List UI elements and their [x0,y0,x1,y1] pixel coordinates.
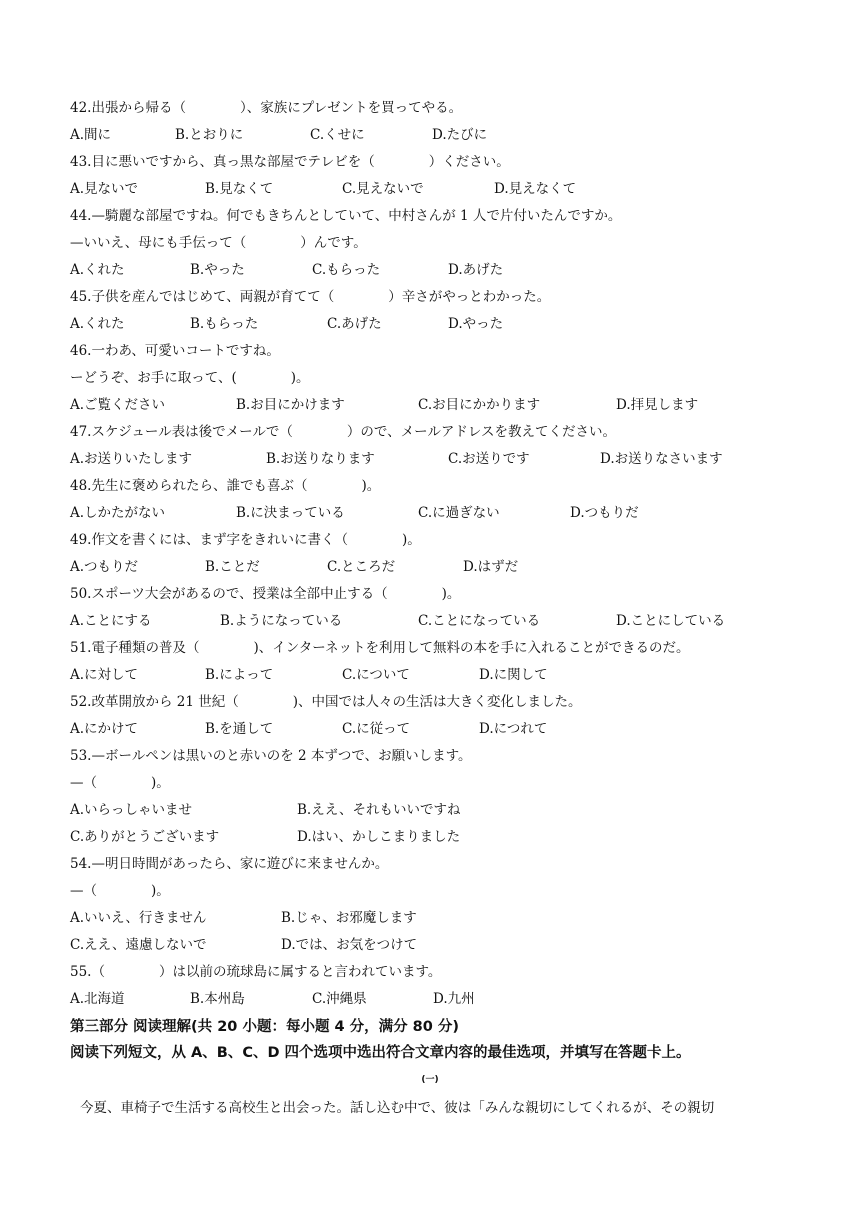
option-c: C.くせに [310,127,365,143]
option-d: D.やった [448,316,504,332]
option-d: D.では、お気をつけて [281,937,418,953]
passage-text: 今夏、車椅子で生活する高校生と出会った。話し込む中で、彼は「みんな親切にしてくれるが、その親切 [80,1100,715,1116]
question-52-stem: 52.改革開放から 21 世紀（ )、中国では人々の生活は大きく変化しました。 [70,694,582,710]
question-51-stem: 51.電子種類の普及（ )、インターネットを利用して無料の本を手に入れることができるのだ。 [70,640,690,656]
option-d: D.につれて [479,721,548,737]
question-50-stem: 50.スポーツ大会があるので、授業は全部中止する（ )。 [70,586,461,602]
question-54-stem-2: —（ )。 [70,883,170,899]
option-b: B.に決まっている [236,505,345,521]
option-b: B.お送りなります [266,451,375,467]
option-d: D.に関して [479,667,548,683]
option-b: B.お目にかけます [236,397,345,413]
option-b: B.本州島 [190,991,245,1007]
option-d: D.はずだ [463,559,519,575]
question-44-stem: 44.—騎麗な部屋ですね。何でもきちんとしていて、中村さんが 1 人で片付いたんですか。 [70,208,622,224]
section-title: 第三部分 阅读理解(共 20 小题：每小题 4 分，满分 80 分) [70,1019,460,1035]
question-53-stem: 53.—ボールペンは黒いのと赤いのを 2 本ずつで、お願いします。 [70,748,472,764]
option-a: A.くれた [70,262,125,278]
option-b: B.を通して [205,721,274,737]
option-a: A.にかけて [70,721,139,737]
section-instruction: 阅读下列短文，从 A、B、C、D 四个选项中选出符合文章内容的最佳选项，并填写在答题卡上。 [70,1045,691,1061]
option-c: C.お目にかかります [418,397,541,413]
option-c: C.ええ、遠慮しないで [70,937,207,953]
option-c: C.に過ぎない [418,505,500,521]
question-44-stem-2: —いいえ、母にも手伝って（ ）んです。 [70,235,367,251]
option-b: B.もらった [190,316,259,332]
option-b: B.やった [190,262,245,278]
option-d: D.九州 [433,991,475,1007]
option-a: A.しかたがない [70,505,166,521]
question-46-stem-2: ーどうぞ、お手に取って、( )。 [70,370,310,386]
option-b: B.とおりに [175,127,244,143]
option-c: C.に従って [342,721,411,737]
option-a: A.いいえ、行きません [70,910,207,926]
option-a: A.北海道 [70,991,125,1007]
option-b: B.ことだ [205,559,260,575]
question-45-stem: 45.子供を産んではじめて、両親が育てて（ ）辛さがやっとわかった。 [70,289,551,305]
option-d: D.ことにしている [616,613,726,629]
option-c: C.見えないで [342,181,424,197]
option-a: A.間に [70,127,112,143]
option-a: A.ご覧ください [70,397,166,413]
option-b: B.じゃ、お邪魔します [281,910,417,926]
option-b: B.ようになっている [220,613,343,629]
option-b: B.見なくて [205,181,274,197]
question-47-stem: 47.スケジュール表は後でメールで（ ）ので、メールアドレスを教えてください。 [70,424,616,440]
question-46-stem: 46.一わあ、可愛いコートですね。 [70,343,280,359]
option-d: D.お送りなさいます [600,451,723,467]
option-b: B.ええ、それもいいですね [297,802,461,818]
option-b: B.によって [205,667,274,683]
option-c: C.ところだ [327,559,396,575]
question-43-stem: 43.目に悪いですから、真っ黒な部屋でテレビを（ ）ください。 [70,154,510,170]
option-a: A.見ないで [70,181,139,197]
passage-number: (一) [421,1075,439,1085]
option-c: C.あげた [327,316,382,332]
option-a: A.に対して [70,667,139,683]
option-a: A.いらっしゃいませ [70,802,193,818]
option-c: C.もらった [312,262,381,278]
option-d: D.つもりだ [570,505,639,521]
option-c: C.お送りです [448,451,530,467]
question-53-stem-2: —（ )。 [70,775,170,791]
option-c: C.ありがとうございます [70,829,220,845]
question-49-stem: 49.作文を書くには、まず字をきれいに書く（ )。 [70,532,421,548]
option-a: A.くれた [70,316,125,332]
option-d: D.はい、かしこまりました [297,829,461,845]
option-c: C.ことになっている [418,613,541,629]
option-d: D.見えなくて [494,181,577,197]
option-a: A.つもりだ [70,559,139,575]
option-d: D.たびに [432,127,488,143]
option-a: A.ことにする [70,613,152,629]
question-54-stem: 54.—明日時間があったら、家に遊びに来ませんか。 [70,856,389,872]
option-c: C.沖縄県 [312,991,367,1007]
option-c: C.について [342,667,410,683]
option-a: A.お送りいたします [70,451,193,467]
question-55-stem: 55.（ ）は以前の琉球島に属すると言われています。 [70,964,442,980]
option-d: D.あげた [448,262,504,278]
option-d: D.拝見します [616,397,699,413]
question-42-stem: 42.出張から帰る（ ）、家族にプレゼントを買ってやる。 [70,100,463,116]
question-48-stem: 48.先生に褒められたら、誰でも喜ぶ（ )。 [70,478,381,494]
